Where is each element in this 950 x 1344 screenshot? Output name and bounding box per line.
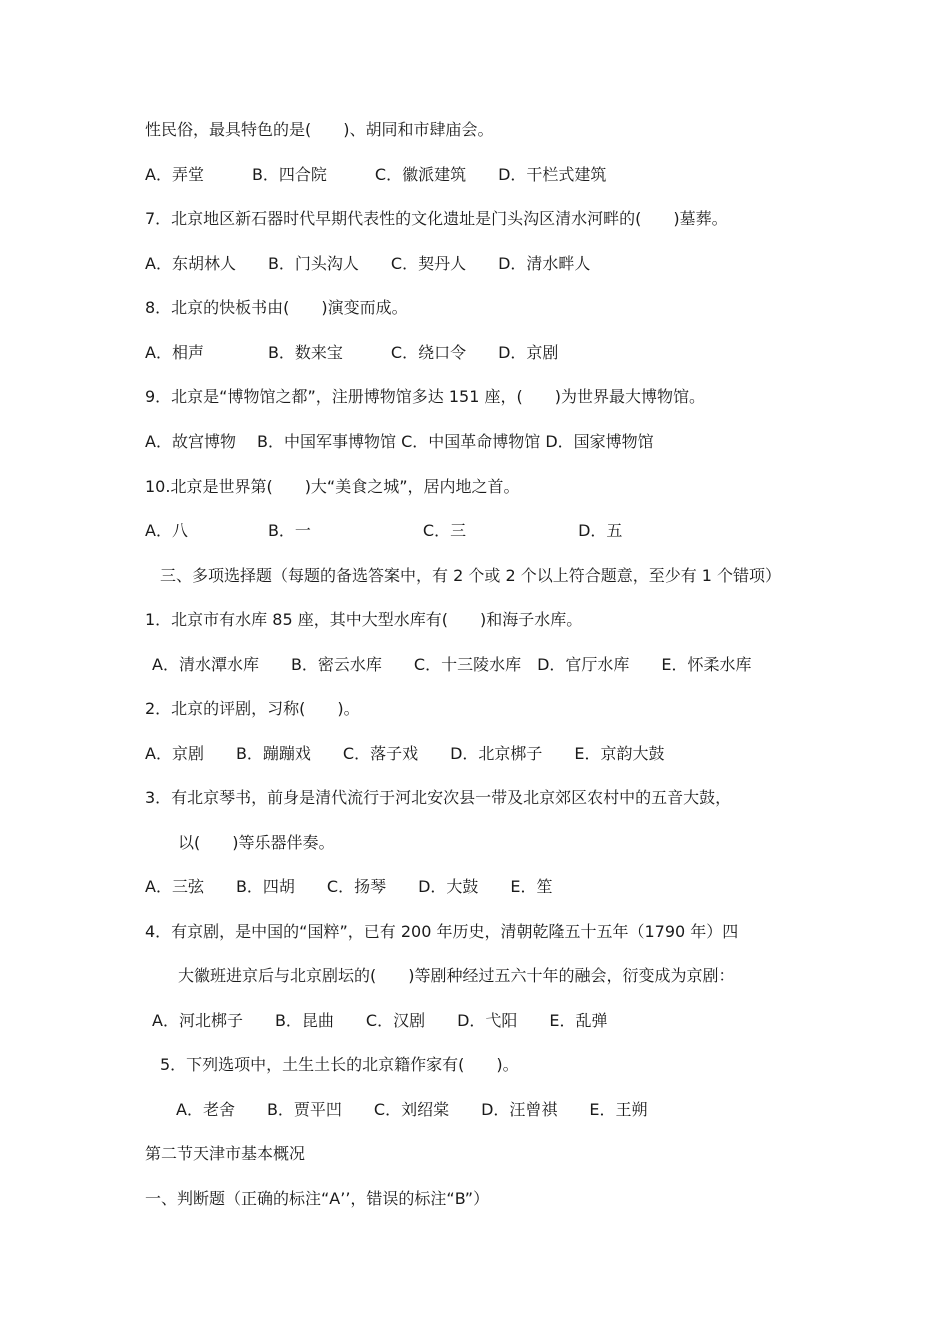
question-7-options: A．东胡林人 B．门头沟人 C．契丹人 D．清水畔人 (145, 254, 591, 273)
mc-question-4-options: A．河北梆子 B．昆曲 C．汉剧 D．弋阳 E．乱弹 (152, 1011, 608, 1030)
question-6-continuation: 性民俗，最具特色的是( )、胡同和市肆庙会。 (145, 120, 494, 139)
question-10-options: A．八 B．一 C．三 D．五 (145, 521, 623, 540)
mc-question-3-options: A．三弦 B．四胡 C．扬琴 D．大鼓 E．笙 (145, 877, 553, 896)
section-heading-tianjin: 第二节天津市基本概况 (145, 1144, 306, 1163)
mc-question-3-text: 3．有北京琴书，前身是清代流行于河北安次县一带及北京郊区农村中的五音大鼓， (145, 788, 732, 807)
mc-question-4-continuation: 大徽班进京后与北京剧坛的( )等剧种经过五六十年的融会，衍变成为京剧： (178, 966, 735, 985)
question-8-text: 8．北京的快板书由( )演变而成。 (145, 298, 408, 317)
question-6-options: A．弄堂 B．四合院 C．徽派建筑 D．干栏式建筑 (145, 165, 607, 184)
question-10-text: 10.北京是世界第( )大“美食之城”，居内地之首。 (145, 477, 520, 496)
mc-question-2-options: A．京剧 B．蹦蹦戏 C．落子戏 D．北京梆子 E．京韵大鼓 (145, 744, 665, 763)
mc-question-3-continuation: 以( )等乐器伴奏。 (178, 833, 335, 852)
question-7-text: 7．北京地区新石器时代早期代表性的文化遗址是门头沟区清水河畔的( )墓葬。 (145, 209, 728, 228)
mc-question-4-text: 4．有京剧，是中国的“国粹”，已有 200 年历史，清朝乾隆五十五年（1790 年）四 (145, 922, 739, 941)
section-heading-true-false: 一、判断题（正确的标注“A’’，错误的标注“B”） (145, 1189, 490, 1208)
section-heading-multiple-choice: 三、多项选择题（每题的备选答案中，有 2 个或 2 个以上符合题意，至少有 1 个错项） (160, 566, 782, 585)
question-9-text: 9．北京是“博物馆之都”，注册博物馆多达 151 座，( )为世界最大博物馆。 (145, 387, 705, 406)
question-8-options: A．相声 B．数来宝 C．绕口令 D．京剧 (145, 343, 559, 362)
mc-question-5-options: A．老舍 B．贾平凹 C．刘绍棠 D．汪曾祺 E．王朔 (176, 1100, 648, 1119)
question-9-options: A．故宫博物 B．中国军事博物馆 C．中国革命博物馆 D．国家博物馆 (145, 432, 654, 451)
mc-question-2-text: 2．北京的评剧，习称( )。 (145, 699, 360, 718)
mc-question-1-options: A．清水潭水库 B．密云水库 C．十三陵水库 D．官厅水库 E．怀柔水库 (152, 655, 752, 674)
mc-question-5-text: 5．下列选项中，土生土长的北京籍作家有( )。 (160, 1055, 519, 1074)
mc-question-1-text: 1．北京市有水库 85 座，其中大型水库有( )和海子水库。 (145, 610, 583, 629)
